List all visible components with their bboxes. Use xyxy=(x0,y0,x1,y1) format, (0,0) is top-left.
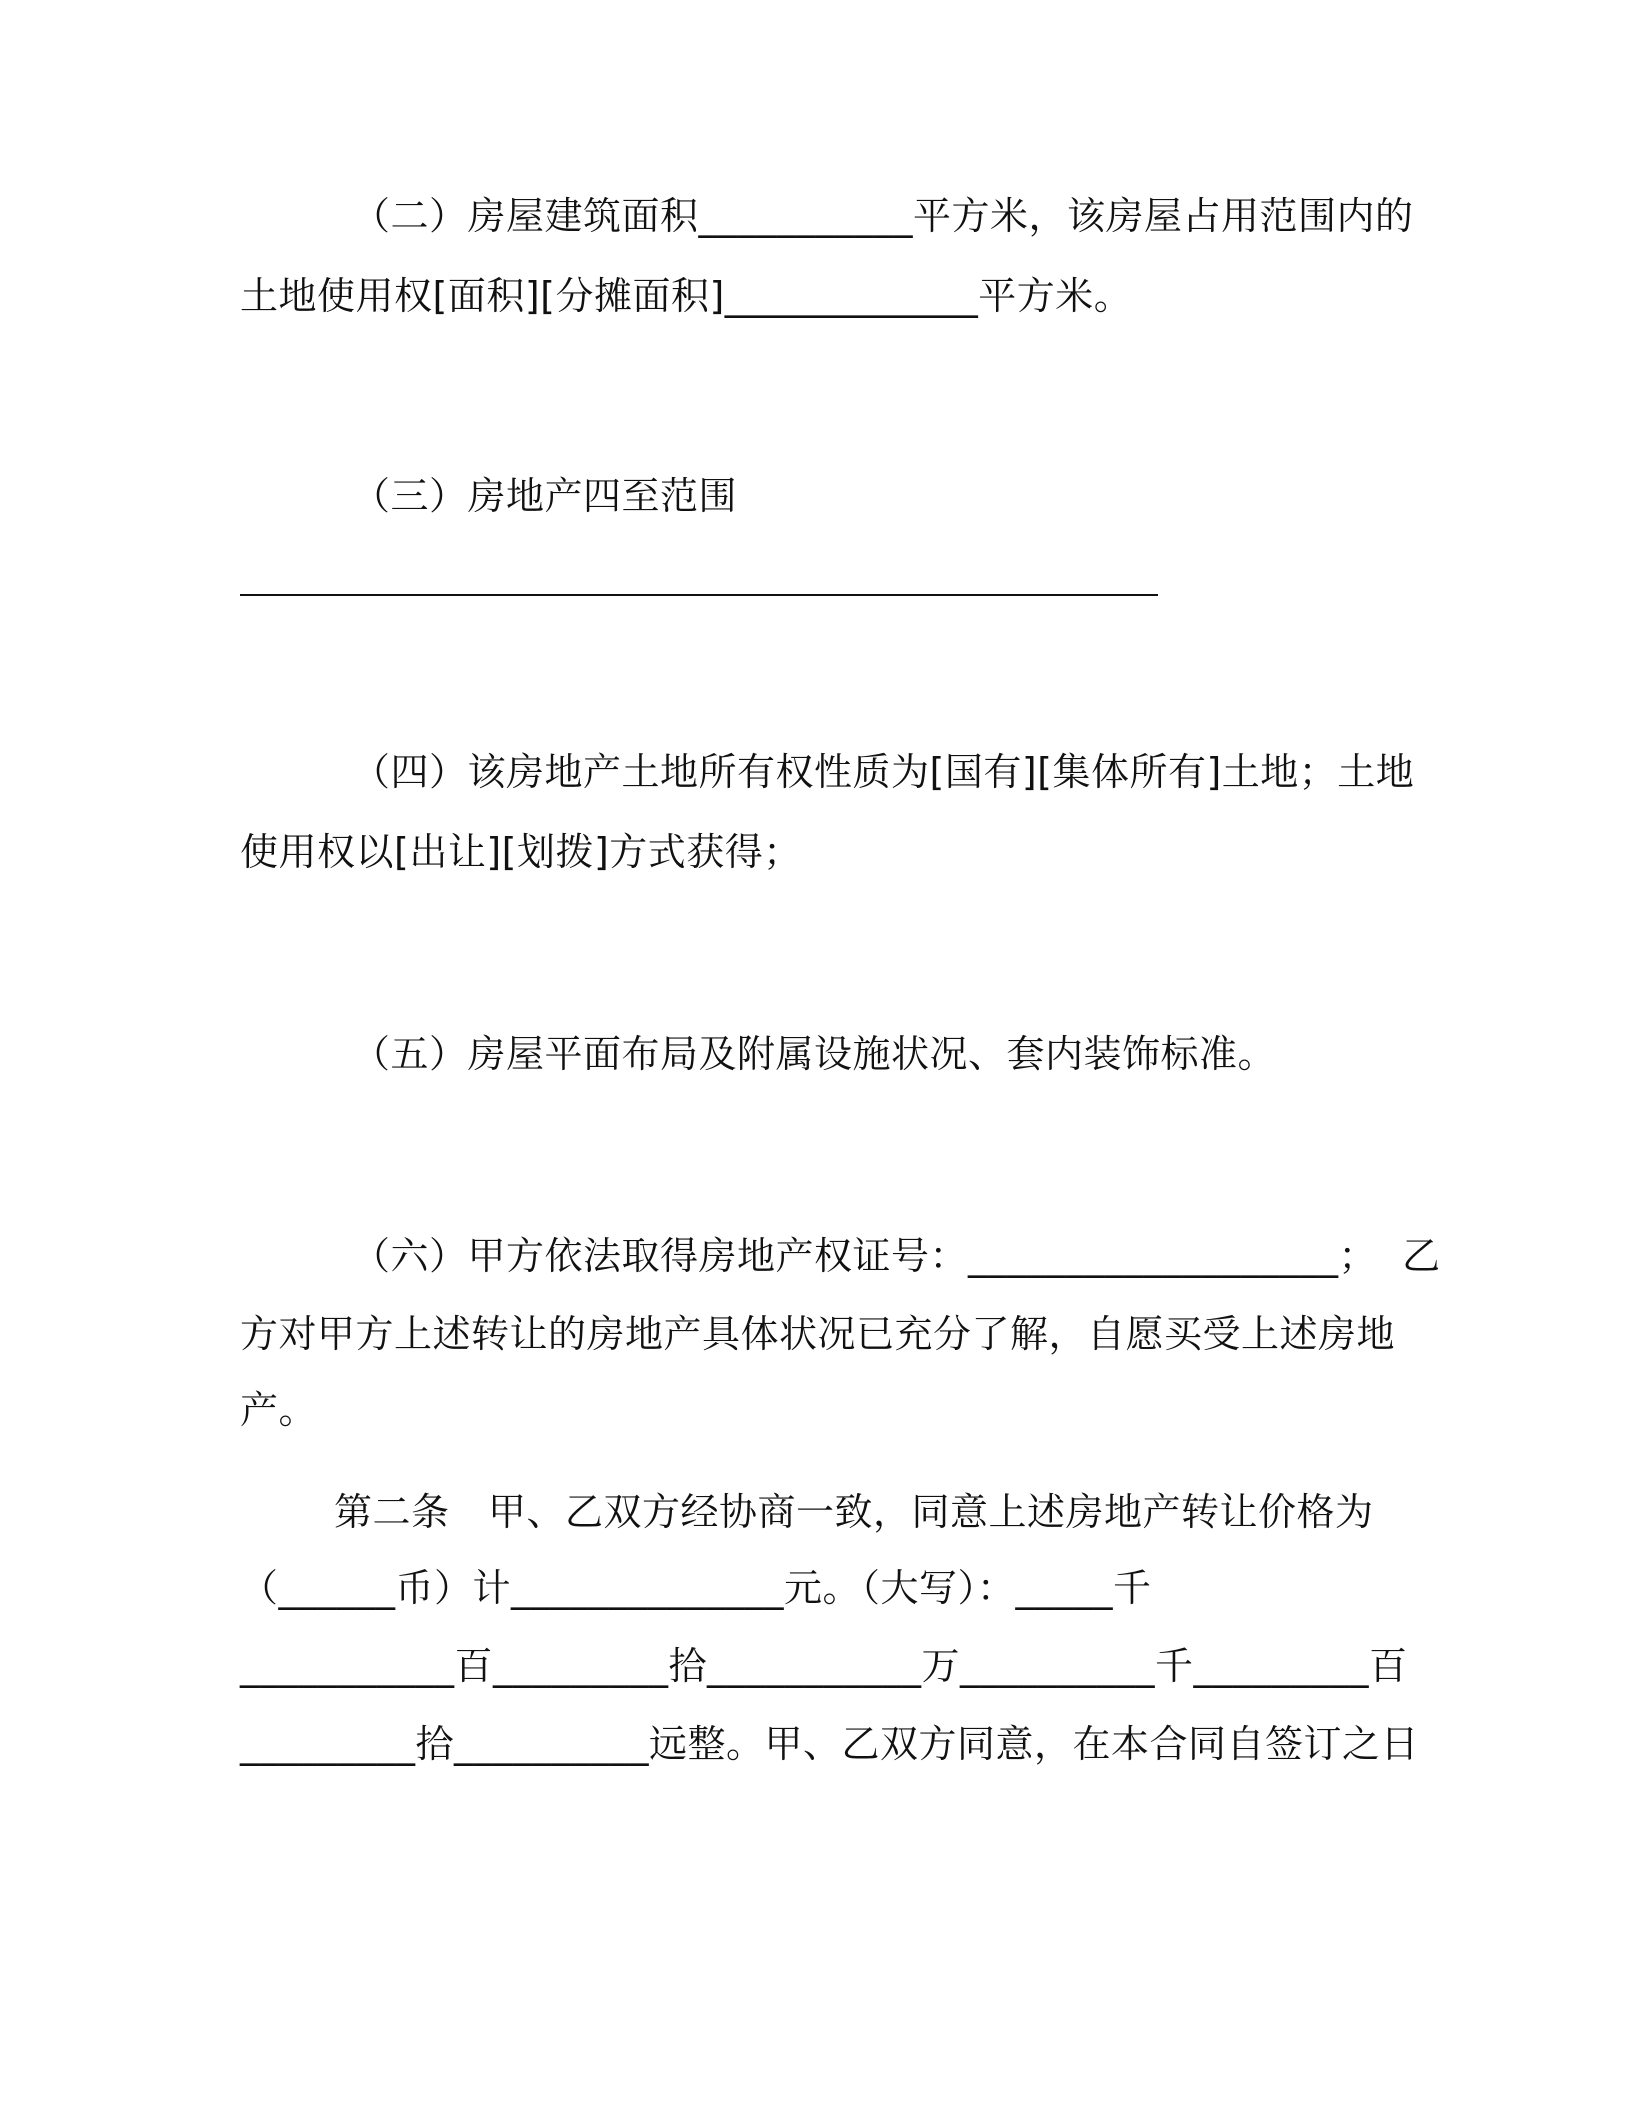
article-2-line-3: ___________百_________拾___________万__________千_________百 xyxy=(240,1644,1408,1688)
clause-5-line-1: （五）房屋平面布局及附属设施状况、套内装饰标准。 xyxy=(352,1032,1277,1076)
clause-2-line-2: 土地使用权[面积][分摊面积]_____________平方米。 xyxy=(240,274,1133,318)
clause-4-line-2: 使用权以[出让][划拨]方式获得； xyxy=(240,830,802,874)
clause-6-line-3: 产。 xyxy=(240,1388,318,1432)
clause-6-line-2: 方对甲方上述转让的房地产具体状况已充分了解，自愿买受上述房地 xyxy=(240,1312,1396,1356)
article-2-line-1: 第二条 甲、乙双方经协商一致，同意上述房地产转让价格为 xyxy=(334,1490,1374,1534)
clause-2-line-1: （二）房屋建筑面积___________平方米，该房屋占用范围内的 xyxy=(352,194,1414,238)
clause-6-line-1: （六）甲方依法取得房地产权证号：___________________； 乙 xyxy=(352,1234,1441,1278)
article-2-line-2: （______币）计______________元。（大写）：_____千 xyxy=(240,1566,1152,1610)
article-2-line-4: _________拾__________远整。甲、乙双方同意，在本合同自签订之日 xyxy=(240,1722,1420,1766)
clause-4-line-1: （四）该房地产土地所有权性质为[国有][集体所有]土地；土地 xyxy=(352,750,1415,794)
clause-3-line-1: （三）房地产四至范围 xyxy=(352,474,738,518)
blank-fill-line xyxy=(240,594,1158,596)
